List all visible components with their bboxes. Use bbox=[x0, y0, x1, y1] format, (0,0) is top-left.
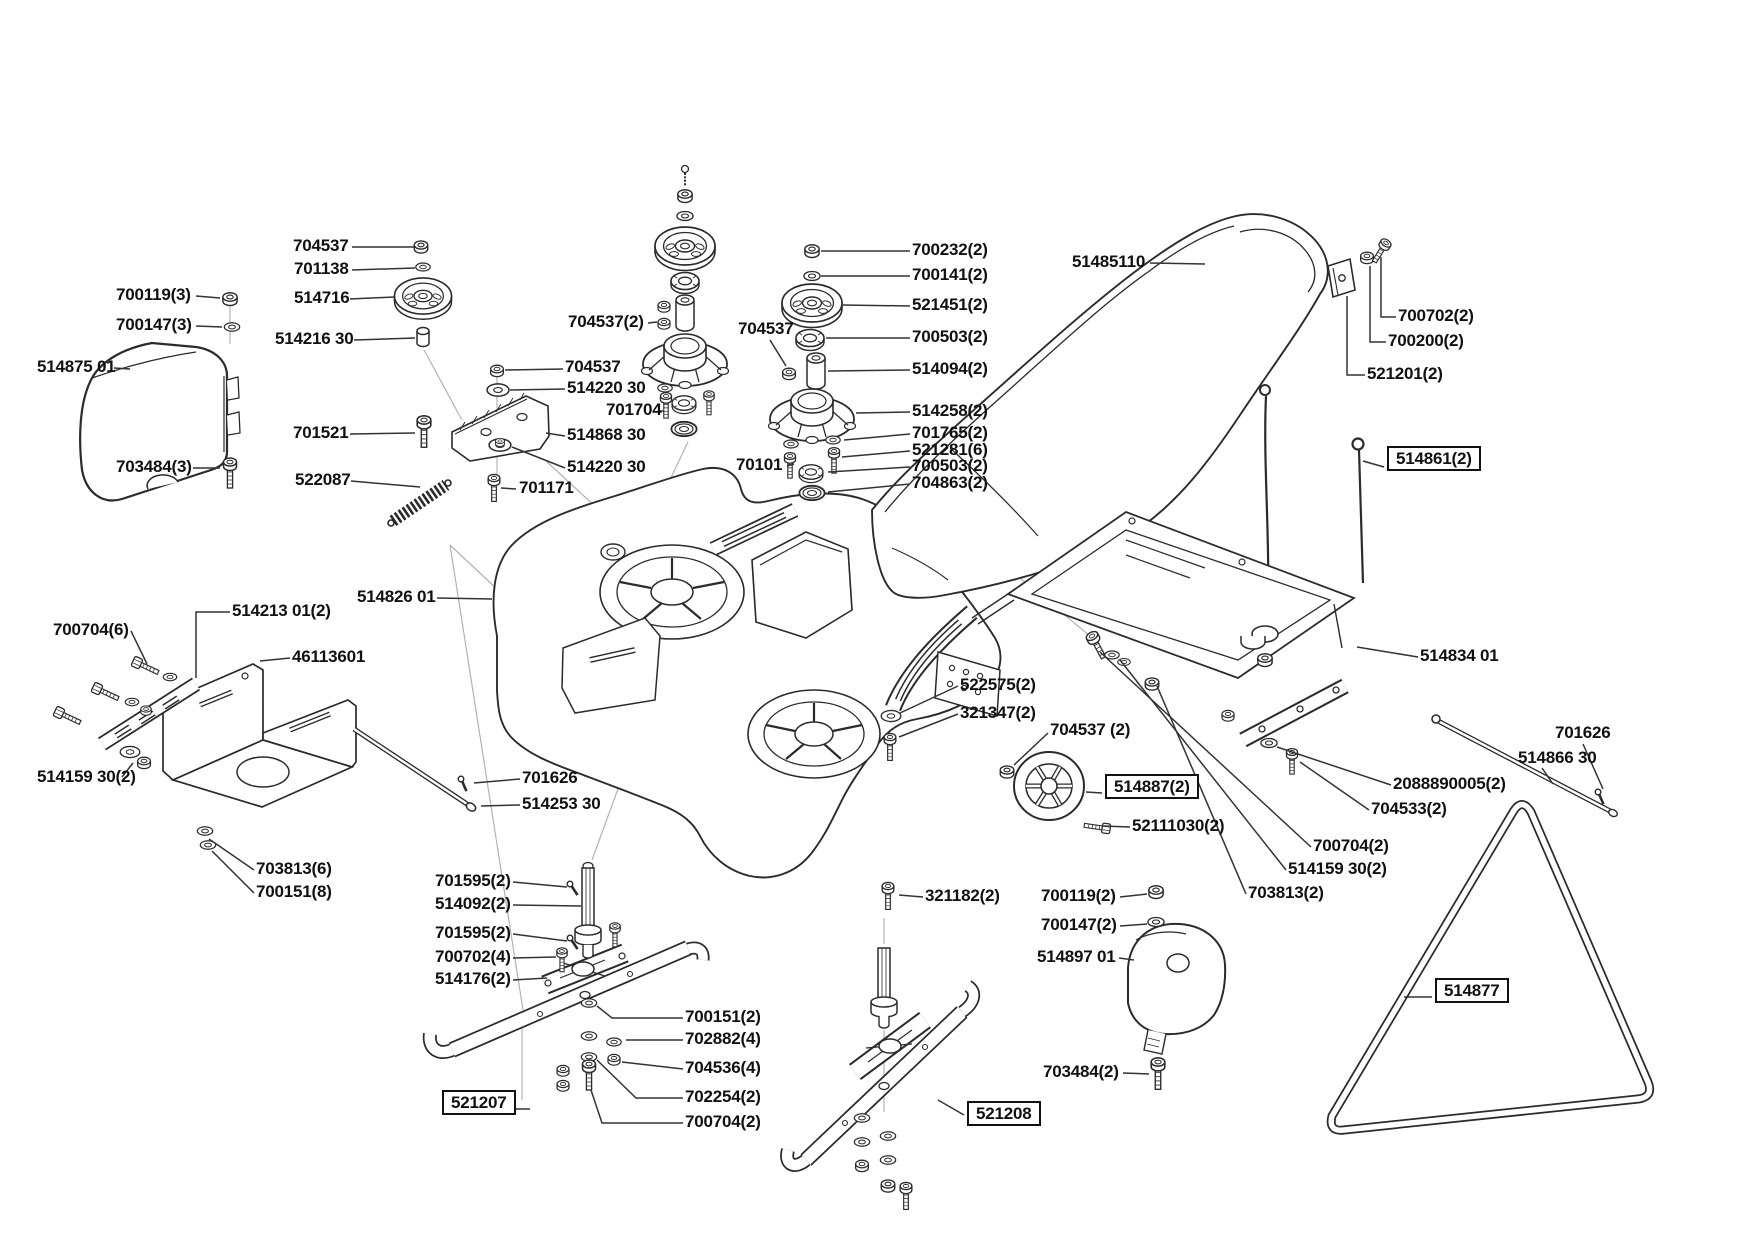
part-label-700151-8: 700151(8) bbox=[256, 882, 332, 901]
part-label-514213-01-2: 514213 01(2) bbox=[232, 601, 331, 620]
part-label-514868-30: 514868 30 bbox=[567, 425, 646, 444]
part-label-521207: 521207 bbox=[442, 1090, 516, 1115]
part-label-701138: 701138 bbox=[294, 259, 349, 278]
part-label-704863-2: 704863(2) bbox=[912, 473, 988, 492]
part-label-514716: 514716 bbox=[294, 288, 350, 307]
part-label-704537-w: 704537 (2) bbox=[1050, 720, 1131, 739]
part-label-704536-4: 704536(4) bbox=[685, 1058, 761, 1077]
part-label-514861-2: 514861(2) bbox=[1387, 446, 1481, 471]
part-label-514897-01: 514897 01 bbox=[1037, 947, 1116, 966]
part-label-514253-30: 514253 30 bbox=[522, 794, 601, 813]
part-label-46113601: 46113601 bbox=[292, 647, 366, 666]
part-label-700147-2: 700147(2) bbox=[1041, 915, 1117, 934]
part-label-700119-2: 700119(2) bbox=[1041, 886, 1116, 905]
part-label-700200-2: 700200(2) bbox=[1388, 331, 1464, 350]
part-label-701765-2: 701765(2) bbox=[912, 423, 988, 442]
part-label-514875-01: 514875 01 bbox=[37, 357, 116, 376]
part-label-522087: 522087 bbox=[295, 470, 351, 489]
part-label-701626-l: 701626 bbox=[522, 768, 578, 787]
part-label-521208: 521208 bbox=[967, 1101, 1041, 1126]
part-label-701171: 701171 bbox=[519, 478, 574, 497]
part-label-700702-2: 700702(2) bbox=[1398, 306, 1474, 325]
part-label-700232-2: 700232(2) bbox=[912, 240, 988, 259]
part-label-703813-6: 703813(6) bbox=[256, 859, 332, 878]
part-label-514258-2: 514258(2) bbox=[912, 401, 988, 420]
part-label-700704-2r: 700704(2) bbox=[1313, 836, 1389, 855]
part-label-52111030-2: 52111030(2) bbox=[1132, 816, 1225, 835]
part-label-514877: 514877 bbox=[1435, 978, 1509, 1003]
part-label-514176-2: 514176(2) bbox=[435, 969, 511, 988]
part-label-700503-2a: 700503(2) bbox=[912, 327, 988, 346]
part-label-704537-mid: 704537 bbox=[565, 357, 621, 376]
part-label-70101: 70101 bbox=[736, 455, 783, 474]
part-label-514826-01: 514826 01 bbox=[357, 587, 436, 606]
part-label-514866-30: 514866 30 bbox=[1518, 748, 1597, 767]
part-label-521201-2: 521201(2) bbox=[1367, 364, 1443, 383]
part-label-514220-30b: 514220 30 bbox=[567, 457, 646, 476]
part-label-700704-2c: 700704(2) bbox=[685, 1112, 761, 1131]
part-label-703484-2: 703484(2) bbox=[1043, 1062, 1119, 1081]
part-label-514216-30: 514216 30 bbox=[275, 329, 354, 348]
part-label-700141-2: 700141(2) bbox=[912, 265, 988, 284]
part-label-704537-2: 704537(2) bbox=[568, 312, 644, 331]
part-label-321347-2: 321347(2) bbox=[960, 703, 1036, 722]
part-label-521281-6: 521281(6) bbox=[912, 440, 988, 459]
part-label-701626-r: 701626 bbox=[1555, 723, 1611, 742]
part-label-701595-2a: 701595(2) bbox=[435, 871, 511, 890]
part-label-521451-2: 521451(2) bbox=[912, 295, 988, 314]
part-label-514092-2: 514092(2) bbox=[435, 894, 511, 913]
part-label-514159-30-2r: 514159 30(2) bbox=[1288, 859, 1387, 878]
part-label-704533-2: 704533(2) bbox=[1371, 799, 1447, 818]
part-label-702254-2: 702254(2) bbox=[685, 1087, 761, 1106]
part-label-703484-3: 703484(3) bbox=[116, 457, 192, 476]
part-label-522575-2: 522575(2) bbox=[960, 675, 1036, 694]
part-label-700503-2b: 700503(2) bbox=[912, 456, 988, 475]
part-label-514887-2: 514887(2) bbox=[1105, 774, 1199, 799]
part-label-702882-4: 702882(4) bbox=[685, 1029, 761, 1048]
part-label-514159-30-2l: 514159 30(2) bbox=[37, 767, 136, 786]
part-label-701704: 701704 bbox=[606, 400, 662, 419]
part-label-321182-2: 321182(2) bbox=[925, 886, 1000, 905]
part-label-514834-01: 514834 01 bbox=[1420, 646, 1499, 665]
part-label-704537-s2: 704537 bbox=[738, 319, 794, 338]
part-label-703813-2: 703813(2) bbox=[1248, 883, 1324, 902]
part-label-514220-30a: 514220 30 bbox=[567, 378, 646, 397]
part-label-701595-2b: 701595(2) bbox=[435, 923, 511, 942]
part-label-700147-3: 700147(3) bbox=[116, 315, 192, 334]
part-label-2088890005-2: 2088890005(2) bbox=[1393, 774, 1506, 793]
part-label-701521: 701521 bbox=[293, 423, 349, 442]
part-label-704537-top: 704537 bbox=[293, 236, 349, 255]
part-label-51485110: 51485110 bbox=[1072, 252, 1146, 271]
part-label-700702-4: 700702(4) bbox=[435, 947, 511, 966]
part-label-700151-2: 700151(2) bbox=[685, 1007, 761, 1026]
part-label-700704-6: 700704(6) bbox=[53, 620, 129, 639]
part-label-700119-3: 700119(3) bbox=[116, 285, 191, 304]
part-label-514094-2: 514094(2) bbox=[912, 359, 988, 378]
